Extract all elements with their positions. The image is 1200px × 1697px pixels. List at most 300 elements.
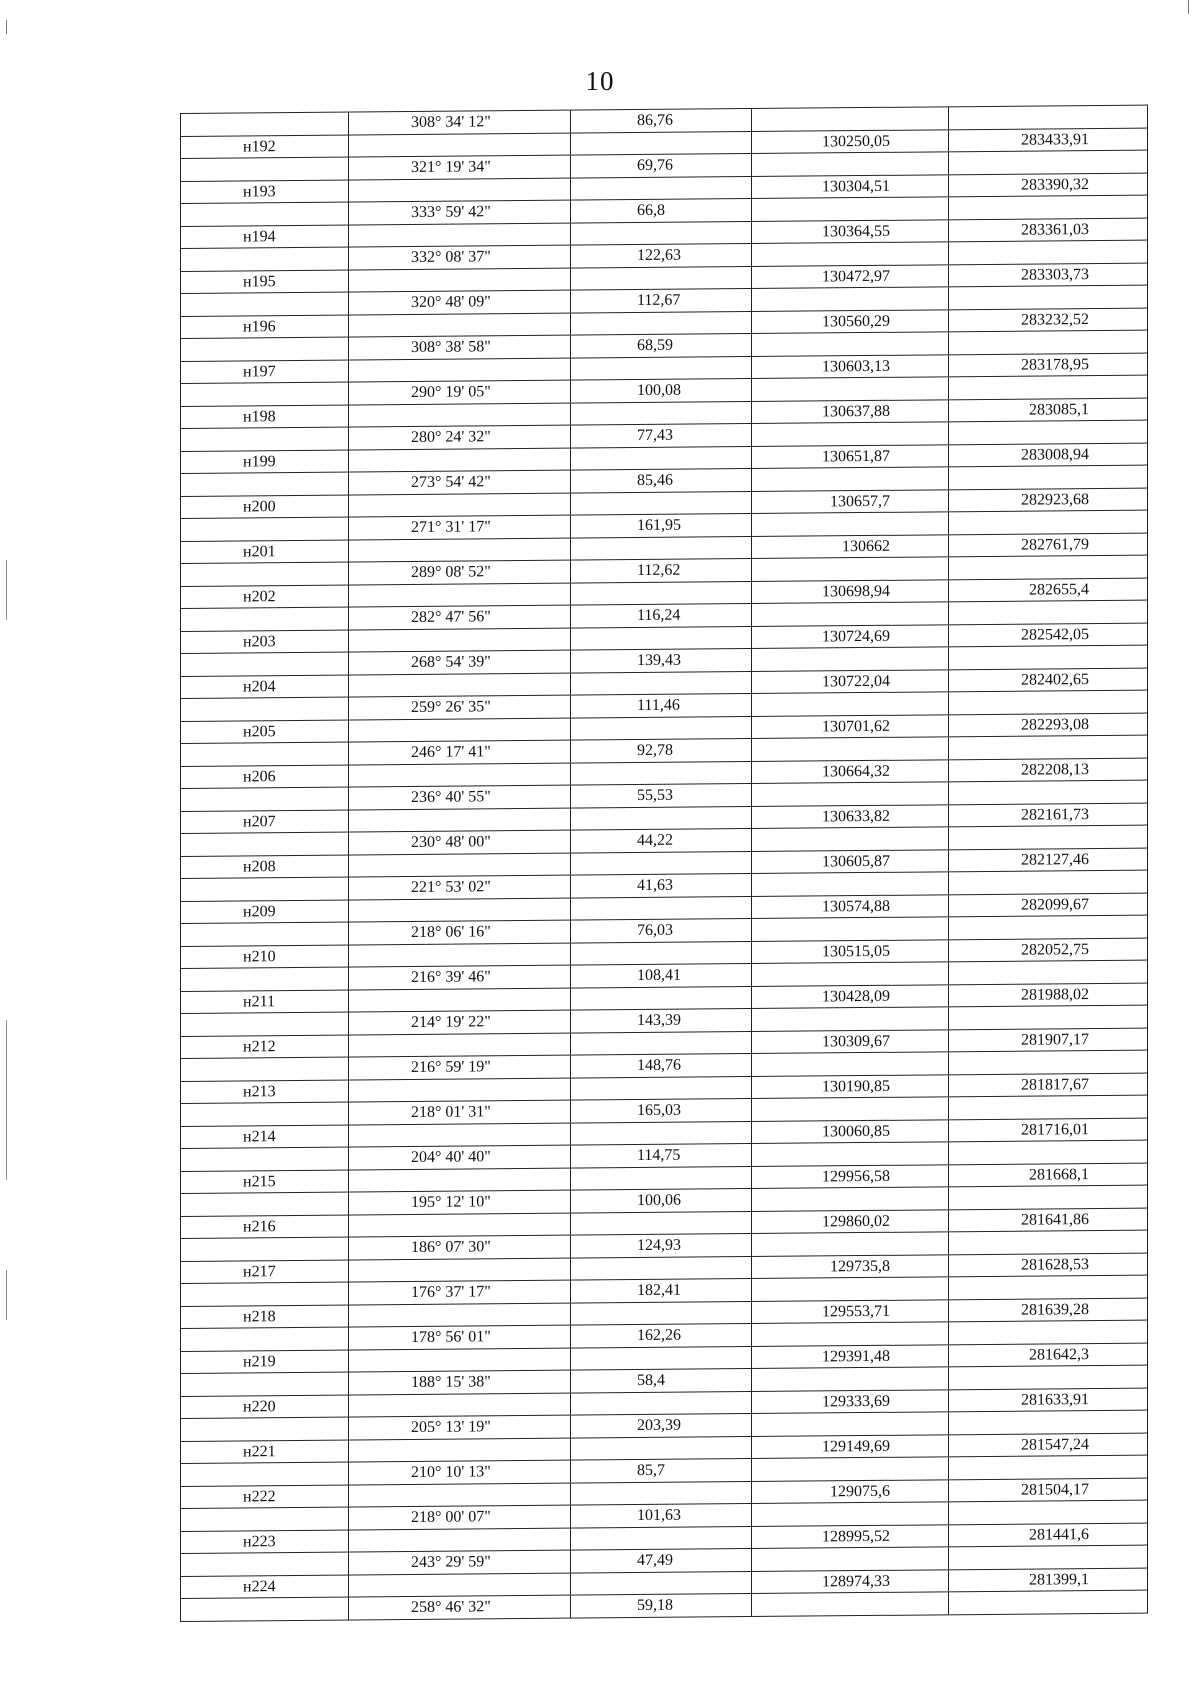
coordinate-x-cell: 130633,82 [752,805,949,828]
point-cell: н200 [181,495,349,518]
distance-cell [571,1392,752,1415]
coordinate-y-cell: 282161,73 [1021,805,1089,824]
coordinate-y-cell [949,331,1147,354]
coordinate-x-cell [752,1412,949,1435]
direction-angle-cell [349,1348,571,1371]
coordinate-y-cell: 282655,4 [1029,580,1089,599]
point-cell [181,113,349,136]
distance-cell [571,762,752,785]
point-cell: н201 [181,540,349,563]
coordinate-x-cell: 130701,62 [752,715,949,738]
direction-angle-cell: 273° 54' 42" [349,471,571,494]
coordinate-x-cell: 128974,33 [752,1570,949,1593]
point-cell [181,698,349,721]
distance-cell [571,1527,752,1550]
distance-cell: 139,43 [571,649,752,672]
coordinate-x-cell [752,467,949,490]
distance-cell [571,312,752,335]
point-cell: н196 [181,315,349,338]
coordinate-x-cell: 130605,87 [752,850,949,873]
direction-angle-cell [349,673,571,696]
coordinate-y-cell: 282127,46 [1021,850,1089,869]
direction-angle-cell: 216° 39' 46" [349,966,571,989]
direction-angle-cell: 332° 08' 37" [349,246,571,269]
distance-cell [571,492,752,515]
direction-angle-cell: 290° 19' 05" [349,381,571,404]
direction-angle-cell [349,1258,571,1281]
point-cell [181,788,349,811]
point-cell: н195 [181,270,349,293]
direction-angle-cell: 176° 37' 17" [349,1281,571,1304]
distance-cell [571,987,752,1010]
point-cell [181,383,349,406]
coordinate-y-cell [949,646,1147,669]
direction-angle-cell [349,898,571,921]
coordinate-y-cell: 282923,68 [1021,490,1089,509]
direction-angle-cell [349,133,571,156]
coordinate-y-cell [949,466,1147,489]
coordinate-x-cell [752,1502,949,1525]
coordinate-x-cell: 129735,8 [752,1255,949,1278]
distance-cell [571,177,752,200]
direction-angle-cell: 258° 46' 32" [349,1596,571,1619]
coordinate-x-cell [752,512,949,535]
coordinate-y-cell: 283085,1 [1029,400,1089,419]
direction-angle-cell [349,223,571,246]
coordinate-y-cell: 282542,05 [1021,625,1089,644]
coordinate-y-cell: 281628,53 [1021,1255,1089,1274]
point-cell: н221 [181,1440,349,1463]
coordinate-y-cell: 282052,75 [1021,940,1089,959]
coordinate-y-cell [949,1141,1147,1164]
distance-cell: 68,59 [571,334,752,357]
scan-margin-mark [6,560,7,620]
direction-angle-cell [349,1528,571,1551]
distance-cell: 182,41 [571,1279,752,1302]
coordinate-x-cell: 130060,85 [752,1120,949,1143]
coordinate-x-cell: 130190,85 [752,1075,949,1098]
coordinate-x-cell: 130250,05 [752,130,949,153]
distance-cell [571,1077,752,1100]
distance-cell [571,132,752,155]
coordinate-y-cell [949,1591,1147,1614]
coordinate-x-cell [752,152,949,175]
point-cell [181,1103,349,1126]
point-cell [181,1418,349,1441]
point-cell [181,878,349,901]
direction-angle-cell [349,583,571,606]
coordinate-x-cell [752,422,949,445]
point-cell [181,518,349,541]
direction-angle-cell: 308° 34' 12" [349,111,571,134]
distance-cell [571,1257,752,1280]
distance-cell: 59,18 [571,1594,752,1617]
distance-cell [571,537,752,560]
coordinate-y-cell [949,871,1147,894]
point-cell: н199 [181,450,349,473]
distance-cell [571,897,752,920]
point-cell: н216 [181,1215,349,1238]
coordinate-y-cell: 281399,1 [1029,1570,1089,1589]
coordinate-y-cell: 281988,02 [1021,985,1089,1004]
direction-angle-cell [349,1168,571,1191]
point-cell: н202 [181,585,349,608]
coordinate-y-cell [949,511,1147,534]
point-cell [181,338,349,361]
point-cell [181,608,349,631]
point-cell [181,1283,349,1306]
coordinate-y-cell [949,781,1147,804]
distance-cell: 161,95 [571,514,752,537]
direction-angle-cell [349,1213,571,1236]
direction-angle-cell: 218° 01' 31" [349,1101,571,1124]
distance-cell [571,1482,752,1505]
distance-cell: 85,7 [571,1459,752,1482]
page-number: 10 [585,66,615,96]
direction-angle-cell [349,538,571,561]
coordinate-y-cell: 281668,1 [1029,1165,1089,1184]
coordinate-y-cell: 282293,08 [1021,715,1089,734]
direction-angle-cell [349,1123,571,1146]
coordinate-x-cell [752,1097,949,1120]
coordinate-y-cell [949,376,1147,399]
coordinate-x-cell [752,287,949,310]
direction-angle-cell [349,1033,571,1056]
distance-cell: 41,63 [571,874,752,897]
coordinate-y-cell [949,286,1147,309]
coordinate-y-cell [949,1411,1147,1434]
coordinate-x-cell: 130722,04 [752,670,949,693]
coordinate-x-cell [752,242,949,265]
distance-cell: 58,4 [571,1369,752,1392]
coordinate-y-cell: 283361,03 [1021,220,1089,239]
direction-angle-cell: 205° 13' 19" [349,1416,571,1439]
point-cell: н224 [181,1575,349,1598]
direction-angle-cell [349,988,571,1011]
direction-angle-cell: 230° 48' 00" [349,831,571,854]
distance-cell [571,357,752,380]
coordinate-y-cell [949,196,1147,219]
coordinate-x-cell: 130657,7 [752,490,949,513]
distance-cell: 101,63 [571,1504,752,1527]
distance-cell: 85,46 [571,469,752,492]
point-cell: н197 [181,360,349,383]
direction-angle-cell: 246° 17' 41" [349,741,571,764]
direction-angle-cell [349,943,571,966]
distance-cell [571,852,752,875]
coordinate-y-cell: 283232,52 [1021,310,1089,329]
distance-cell: 122,63 [571,244,752,267]
distance-cell [571,807,752,830]
point-cell: н198 [181,405,349,428]
point-cell: н213 [181,1080,349,1103]
coordinate-x-cell: 130724,69 [752,625,949,648]
coordinate-x-cell: 130664,32 [752,760,949,783]
distance-cell [571,222,752,245]
coordinate-y-cell [949,916,1147,939]
coordinate-y-cell: 282402,65 [1021,670,1089,689]
coordinate-y-cell [949,1546,1147,1569]
distance-cell [571,1437,752,1460]
point-cell: н219 [181,1350,349,1373]
coordinate-x-cell [752,197,949,220]
coordinate-x-cell [752,332,949,355]
coordinate-x-cell: 128995,52 [752,1525,949,1548]
point-cell: н214 [181,1125,349,1148]
coordinate-y-cell: 282208,13 [1021,760,1089,779]
distance-cell: 148,76 [571,1054,752,1077]
coordinate-x-cell: 129075,6 [752,1480,949,1503]
distance-cell [571,1122,752,1145]
coordinate-x-cell [752,962,949,985]
direction-angle-cell: 259° 26' 35" [349,696,571,719]
coordinate-x-cell [752,557,949,580]
coordinate-x-cell [752,1187,949,1210]
point-cell: н208 [181,855,349,878]
point-cell [181,1373,349,1396]
coordinate-y-cell [949,556,1147,579]
coordinate-y-cell [949,1321,1147,1344]
coordinate-y-cell [949,1366,1147,1389]
distance-cell [571,582,752,605]
point-cell: н220 [181,1395,349,1418]
coordinate-y-cell [949,736,1147,759]
coordinate-y-cell: 281633,91 [1021,1390,1089,1409]
coordinate-y-cell [949,601,1147,624]
point-cell [181,743,349,766]
coordinate-x-cell: 130364,55 [752,220,949,243]
direction-angle-cell [349,718,571,741]
coordinate-x-cell [752,107,949,130]
point-cell [181,1058,349,1081]
coordinate-y-cell [949,961,1147,984]
distance-cell: 76,03 [571,919,752,942]
direction-angle-cell: 282° 47' 56" [349,606,571,629]
direction-angle-cell [349,358,571,381]
coordinate-x-cell [752,377,949,400]
coordinates-table [180,105,1148,1622]
direction-angle-cell [349,178,571,201]
point-cell [181,1508,349,1531]
direction-angle-cell [349,1483,571,1506]
distance-cell: 116,24 [571,604,752,627]
coordinate-x-cell: 130698,94 [752,580,949,603]
distance-cell [571,1302,752,1325]
scan-margin-mark [6,1020,7,1180]
distance-cell [571,627,752,650]
coordinate-x-cell [752,1232,949,1255]
coordinate-y-cell [949,421,1147,444]
coordinate-x-cell [752,602,949,625]
distance-cell: 86,76 [571,109,752,132]
coordinate-x-cell: 129391,48 [752,1345,949,1368]
point-cell [181,428,349,451]
coordinate-x-cell: 130662 [752,535,949,558]
distance-cell: 165,03 [571,1099,752,1122]
distance-cell [571,717,752,740]
coordinate-y-cell: 281817,67 [1021,1075,1089,1094]
distance-cell: 47,49 [571,1549,752,1572]
point-cell [181,293,349,316]
point-cell: н223 [181,1530,349,1553]
coordinate-x-cell: 130560,29 [752,310,949,333]
distance-cell [571,1032,752,1055]
coordinate-x-cell [752,1592,949,1615]
direction-angle-cell: 221° 53' 02" [349,876,571,899]
coordinate-y-cell: 281642,3 [1029,1345,1089,1364]
coordinate-x-cell: 130309,67 [752,1030,949,1053]
distance-cell: 69,76 [571,154,752,177]
coordinate-y-cell [949,1096,1147,1119]
direction-angle-cell: 236° 40' 55" [349,786,571,809]
coordinate-y-cell: 283303,73 [1021,265,1089,284]
point-cell: н211 [181,990,349,1013]
distance-cell: 124,93 [571,1234,752,1257]
coordinate-y-cell: 281441,6 [1029,1525,1089,1544]
distance-cell: 143,39 [571,1009,752,1032]
direction-angle-cell: 271° 31' 17" [349,516,571,539]
coordinate-x-cell [752,1142,949,1165]
coordinate-y-cell: 281641,86 [1021,1210,1089,1229]
direction-angle-cell [349,853,571,876]
point-cell: н193 [181,180,349,203]
point-cell: н194 [181,225,349,248]
coordinate-y-cell [949,106,1147,129]
coordinate-y-cell: 281907,17 [1021,1030,1089,1049]
coordinate-x-cell [752,872,949,895]
direction-angle-cell: 280° 24' 32" [349,426,571,449]
direction-angle-cell [349,628,571,651]
point-cell [181,473,349,496]
coordinate-x-cell [752,782,949,805]
point-cell [181,968,349,991]
point-cell: н210 [181,945,349,968]
direction-angle-cell [349,313,571,336]
coordinate-x-cell: 130637,88 [752,400,949,423]
point-cell [181,1238,349,1261]
point-cell: н206 [181,765,349,788]
point-cell [181,923,349,946]
point-cell [181,1328,349,1351]
coordinate-x-cell [752,1322,949,1345]
coordinate-x-cell: 130651,87 [752,445,949,468]
coordinate-x-cell [752,1547,949,1570]
coordinate-x-cell [752,737,949,760]
point-cell: н222 [181,1485,349,1508]
coordinate-x-cell: 130472,97 [752,265,949,288]
direction-angle-cell: 214° 19' 22" [349,1011,571,1034]
coordinate-y-cell [949,1231,1147,1254]
distance-cell: 100,08 [571,379,752,402]
point-cell [181,158,349,181]
distance-cell: 112,67 [571,289,752,312]
coordinate-x-cell: 129956,58 [752,1165,949,1188]
coordinate-x-cell [752,647,949,670]
coordinate-x-cell: 130603,13 [752,355,949,378]
coordinate-x-cell: 129149,69 [752,1435,949,1458]
distance-cell [571,672,752,695]
distance-cell: 66,8 [571,199,752,222]
direction-angle-cell [349,763,571,786]
direction-angle-cell: 216° 59' 19" [349,1056,571,1079]
distance-cell [571,1572,752,1595]
point-cell: н207 [181,810,349,833]
distance-cell: 112,62 [571,559,752,582]
direction-angle-cell [349,1573,571,1596]
direction-angle-cell: 188° 15' 38" [349,1371,571,1394]
coordinate-x-cell: 129860,02 [752,1210,949,1233]
coordinate-y-cell: 281639,28 [1021,1300,1089,1319]
coordinate-y-cell [949,1276,1147,1299]
direction-angle-cell: 195° 12' 10" [349,1191,571,1214]
coordinate-y-cell [949,1456,1147,1479]
direction-angle-cell [349,1303,571,1326]
distance-cell [571,1347,752,1370]
coordinate-y-cell: 283008,94 [1021,445,1089,464]
point-cell: н217 [181,1260,349,1283]
direction-angle-cell [349,403,571,426]
direction-angle-cell: 204° 40' 40" [349,1146,571,1169]
distance-cell [571,1212,752,1235]
direction-angle-cell [349,1438,571,1461]
coordinate-x-cell: 129553,71 [752,1300,949,1323]
direction-angle-cell [349,1393,571,1416]
coordinate-y-cell [949,826,1147,849]
coordinate-y-cell [949,241,1147,264]
coordinate-y-cell [949,1006,1147,1029]
distance-cell [571,402,752,425]
coordinate-x-cell: 130304,51 [752,175,949,198]
coordinate-y-cell [949,151,1147,174]
direction-angle-cell: 333° 59' 42" [349,201,571,224]
direction-angle-cell: 186° 07' 30" [349,1236,571,1259]
point-cell [181,833,349,856]
coordinate-y-cell: 283433,91 [1021,130,1089,149]
coordinate-x-cell [752,827,949,850]
direction-angle-cell: 178° 56' 01" [349,1326,571,1349]
point-cell [181,248,349,271]
point-cell [181,1193,349,1216]
coordinate-x-cell: 130428,09 [752,985,949,1008]
direction-angle-cell: 243° 29' 59" [349,1551,571,1574]
distance-cell: 108,41 [571,964,752,987]
coordinate-x-cell: 130515,05 [752,940,949,963]
direction-angle-cell [349,808,571,831]
point-cell: н215 [181,1170,349,1193]
coordinate-x-cell: 129333,69 [752,1390,949,1413]
direction-angle-cell: 218° 00' 07" [349,1506,571,1529]
coordinate-y-cell [949,691,1147,714]
distance-cell: 114,75 [571,1144,752,1167]
distance-cell: 77,43 [571,424,752,447]
point-cell [181,1013,349,1036]
coordinate-x-cell [752,1457,949,1480]
coordinate-y-cell: 282761,79 [1021,535,1089,554]
distance-cell: 55,53 [571,784,752,807]
point-cell: н205 [181,720,349,743]
direction-angle-cell: 308° 38' 58" [349,336,571,359]
distance-cell [571,267,752,290]
distance-cell [571,942,752,965]
scan-margin-mark [6,1270,7,1320]
point-cell: н218 [181,1305,349,1328]
coordinate-x-cell [752,917,949,940]
distance-cell: 100,06 [571,1189,752,1212]
scan-corner-mark [1188,0,1189,14]
direction-angle-cell: 218° 06' 16" [349,921,571,944]
coordinate-y-cell [949,1501,1147,1524]
point-cell: н204 [181,675,349,698]
